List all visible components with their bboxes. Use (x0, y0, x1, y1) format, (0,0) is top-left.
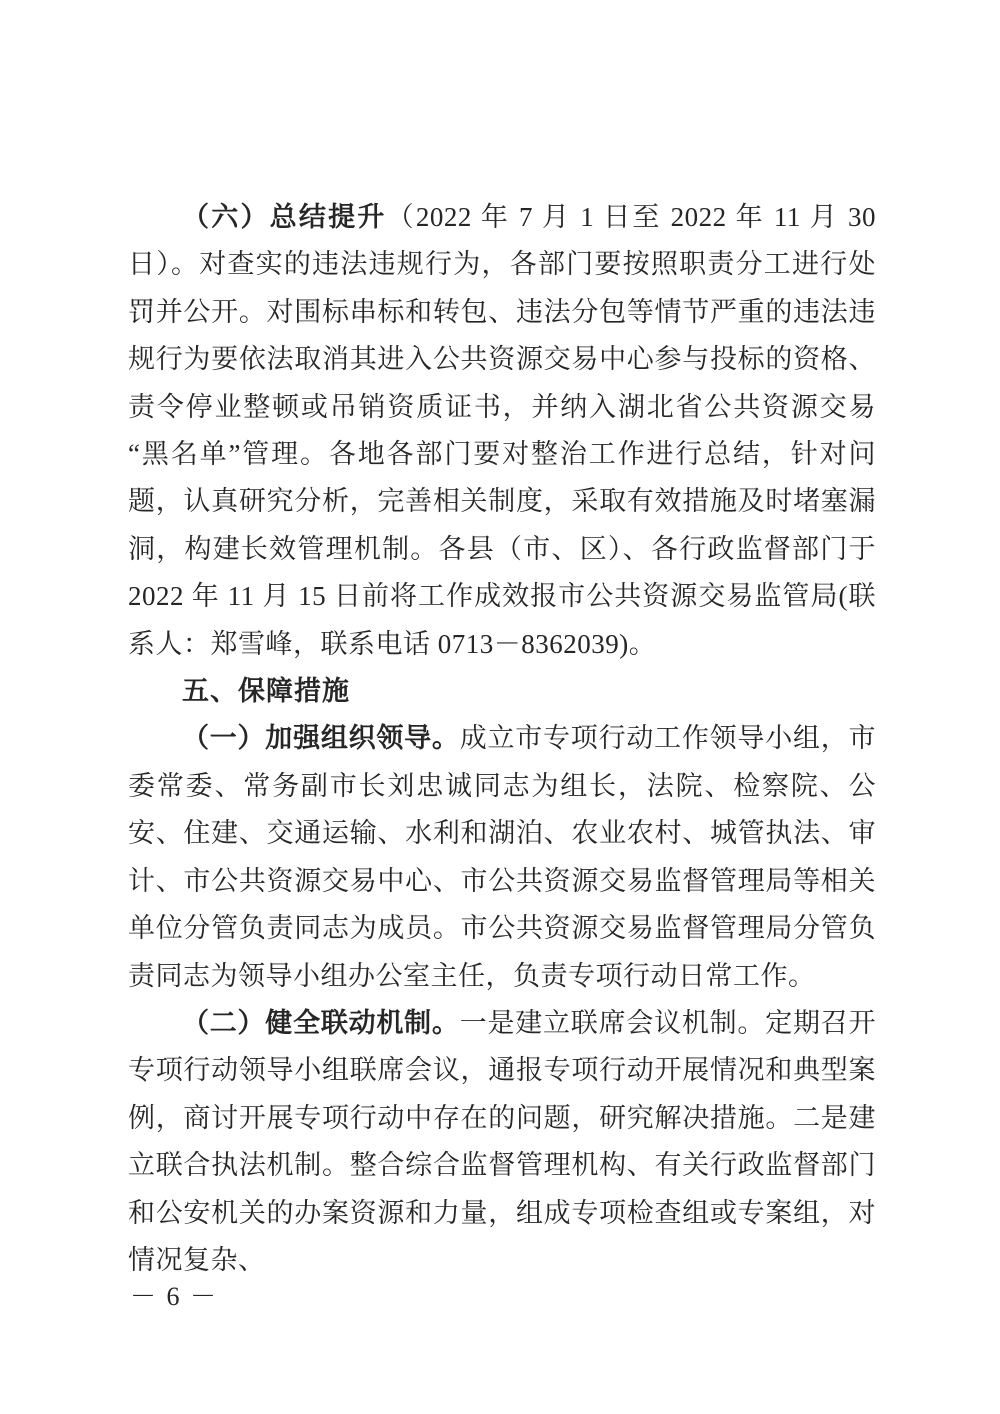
page-number: － 6 － (130, 1282, 219, 1311)
document-body (128, 194, 876, 1284)
section-six-lead: （六）总结提升 (182, 202, 387, 232)
paragraph-section-six (128, 194, 876, 668)
item-one-body-text: 成立市专项行动工作领导小组，市委常委、常务副市长刘忠诚同志为组长，法院、检察院、公安、住建、交通运输、水利和湖泊、农业农村、城管执法、审计、市公共资源交易中心、市公共资源交易监督管理局等相关单位分管负责同志为成员。市公共资源交易监督管理局分管负责同志为领导小组办公室主任，负责专项行动日常工作。 (128, 723, 877, 991)
paragraph-item-two (128, 1000, 876, 1284)
chapter-five-heading-text: 五、保障措施 (182, 676, 350, 707)
paragraph-item-one (128, 715, 876, 999)
section-six-body-text: （2022 年 7 月 1 日至 2022 年 11 月 30 日）。对查实的违法违规行为，各部门要按照职责分工进行处罚并公开。对围标串标和转包、违法分包等情节严重的违法违规行为要依法取消其进入公共资源交易中心参与投标的资格、责令停业整顿或吊销资质证书，并纳入湖北省公共资源交易“黑名单”管理。各地各部门要对整治工作进行总结，针对问题，认真研究分析，完善相关制度，采取有效措施及时堵塞漏洞，构建长效管理机制。各县（市、区）、各行政监督部门于 2022 年 11 月 15 日前将工作成效报市公共资源交易监管局(联系人：郑雪峰，联系电话 0713－8362039)。 (128, 202, 877, 659)
item-two-lead: （二）健全联动机制。 (182, 1007, 460, 1038)
item-two-body-text: 一是建立联席会议机制。定期召开专项行动领导小组联席会议，通报专项行动开展情况和典型案例，商讨开展专项行动中存在的问题，研究解决措施。二是建立联合执法机制。整合综合监督管理机构、有关行政监督部门和公安机关的办案资源和力量，组成专项检查组或专案组，对情况复杂、 (128, 1007, 877, 1275)
item-one-lead: （一）加强组织领导。 (182, 723, 460, 754)
chapter-five-heading (128, 668, 876, 715)
